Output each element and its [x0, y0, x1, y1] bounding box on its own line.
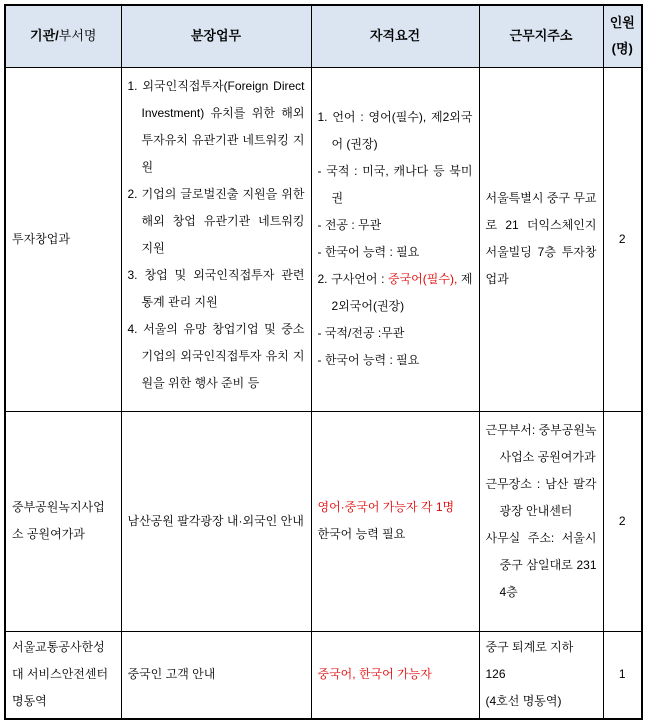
duties-cell: [121, 631, 311, 719]
text-segment: 1. 외국인직접투자(Foreign Direct Investment) 유치를 위한 해외 투자유치 유관기관 네트워킹 지원: [127, 78, 305, 174]
address-cell: [479, 631, 603, 719]
qualifications-cell: [311, 67, 479, 411]
header-org-dept-rest: 부서명: [58, 28, 97, 44]
cell-paragraph: [318, 266, 473, 320]
text-segment: 투자창업과: [12, 231, 70, 246]
qualifications-cell: [311, 411, 479, 631]
qualifications-cell: [311, 631, 479, 719]
cell-paragraph: [128, 73, 305, 181]
cell-paragraph: [318, 661, 473, 688]
text-segment: 3. 창업 및 외국인직접투자 관련 통계 관리 지원: [127, 267, 305, 309]
cell-paragraph: [12, 494, 115, 548]
text-segment: 제2외국어(권장): [331, 272, 473, 313]
org-dept-cell: [5, 411, 121, 631]
table-row-parks-office: [5, 411, 642, 631]
headcount-cell: 2: [603, 411, 642, 631]
text-segment: 서울특별시 중구 무교로 21 더익스체인지서울빌딩 7층 투자창업과: [485, 191, 597, 286]
header-headcount-line2: (명): [611, 41, 633, 57]
text-segment: - 한국어 능력 : 필요: [317, 245, 420, 259]
cell-paragraph: [486, 185, 597, 293]
text-segment: - 국적/전공 :무관: [317, 326, 405, 340]
cell-paragraph: [12, 634, 115, 715]
text-segment: 사무실 주소: 서울시 중구 삼일대로 231 4층: [485, 530, 597, 599]
cell-paragraph: [318, 158, 473, 212]
text-segment: - 국적 : 미국, 캐나다 등 북미권: [317, 164, 473, 205]
cell-paragraph: [12, 226, 115, 253]
cell-paragraph: [128, 661, 305, 688]
cell-paragraph: [128, 508, 305, 535]
cell-paragraph: [128, 316, 305, 397]
text-segment: 중부공원녹지사업소 공원여가과: [12, 500, 105, 541]
cell-paragraph: [486, 417, 597, 471]
cell-paragraph: [318, 104, 473, 158]
header-qualifications: 자격요건: [311, 5, 479, 67]
text-segment: 2. 구사언어 :: [317, 272, 388, 286]
text-segment: 2. 기업의 글로벌진출 지원을 위한 해외 창업 유관기관 네트워킹 지원: [127, 186, 305, 255]
text-segment: 4. 서울의 유망 창업기업 및 중소기업의 외국인직접투자 유치 지원을 위한 행사 준비 등: [127, 321, 305, 390]
cell-paragraph: [318, 347, 473, 374]
highlighted-text: 영어·중국어 가능자 각 1명: [317, 500, 455, 514]
org-dept-cell: [5, 631, 121, 719]
cell-paragraph: [318, 494, 473, 521]
header-duties: 분장업무: [121, 5, 311, 67]
cell-paragraph: [128, 262, 305, 316]
highlighted-text: 중국어(필수),: [388, 272, 458, 286]
job-positions-table: [4, 4, 643, 720]
header-org-dept-bold: 기관/: [30, 28, 59, 44]
table-body: [5, 67, 642, 719]
headcount-cell: 2: [603, 67, 642, 411]
cell-paragraph: [128, 181, 305, 262]
cell-paragraph: [486, 471, 597, 525]
cell-paragraph: [318, 212, 473, 239]
cell-paragraph: [486, 525, 597, 606]
cell-paragraph: [318, 239, 473, 266]
text-segment: 중구 퇴계로 지하 126: [485, 640, 574, 682]
org-dept-cell: [5, 67, 121, 411]
header-org-dept: [5, 5, 121, 67]
text-segment: (4호선 명동역): [485, 694, 562, 709]
text-segment: 근무부서: 중부공원녹사업소 공원여가과: [485, 422, 597, 464]
text-segment: 중국인 고객 안내: [127, 667, 216, 682]
table-row-investment-startup: [5, 67, 642, 411]
text-segment: 1. 언어 : 영어(필수), 제2외국어 (권장): [317, 110, 473, 151]
text-segment: 남산공원 팔각광장 내·외국인 안내: [127, 513, 304, 528]
table-row-metro-center: [5, 631, 642, 719]
text-segment: 근무장소 : 남산 팔각광장 안내센터: [485, 476, 597, 518]
header-headcount: [603, 5, 642, 67]
text-segment: 한국어 능력 필요: [317, 527, 406, 541]
highlighted-text: 중국어, 한국어 가능자: [317, 667, 432, 682]
address-cell: [479, 411, 603, 631]
text-segment: 서울교통공사한성대 서비스안전센터 명동역: [12, 640, 109, 709]
text-segment: - 한국어 능력 : 필요: [317, 353, 420, 367]
cell-paragraph: [318, 521, 473, 548]
duties-cell: [121, 67, 311, 411]
duties-cell: [121, 411, 311, 631]
header-headcount-line1: 인원: [609, 15, 635, 31]
cell-paragraph: [486, 634, 597, 688]
address-cell: [479, 67, 603, 411]
cell-paragraph: [318, 320, 473, 347]
header-row: [5, 5, 642, 67]
cell-paragraph: [486, 688, 597, 715]
text-segment: - 전공 : 무관: [317, 218, 382, 232]
headcount-cell: 1: [603, 631, 642, 719]
header-address: 근무지주소: [479, 5, 603, 67]
